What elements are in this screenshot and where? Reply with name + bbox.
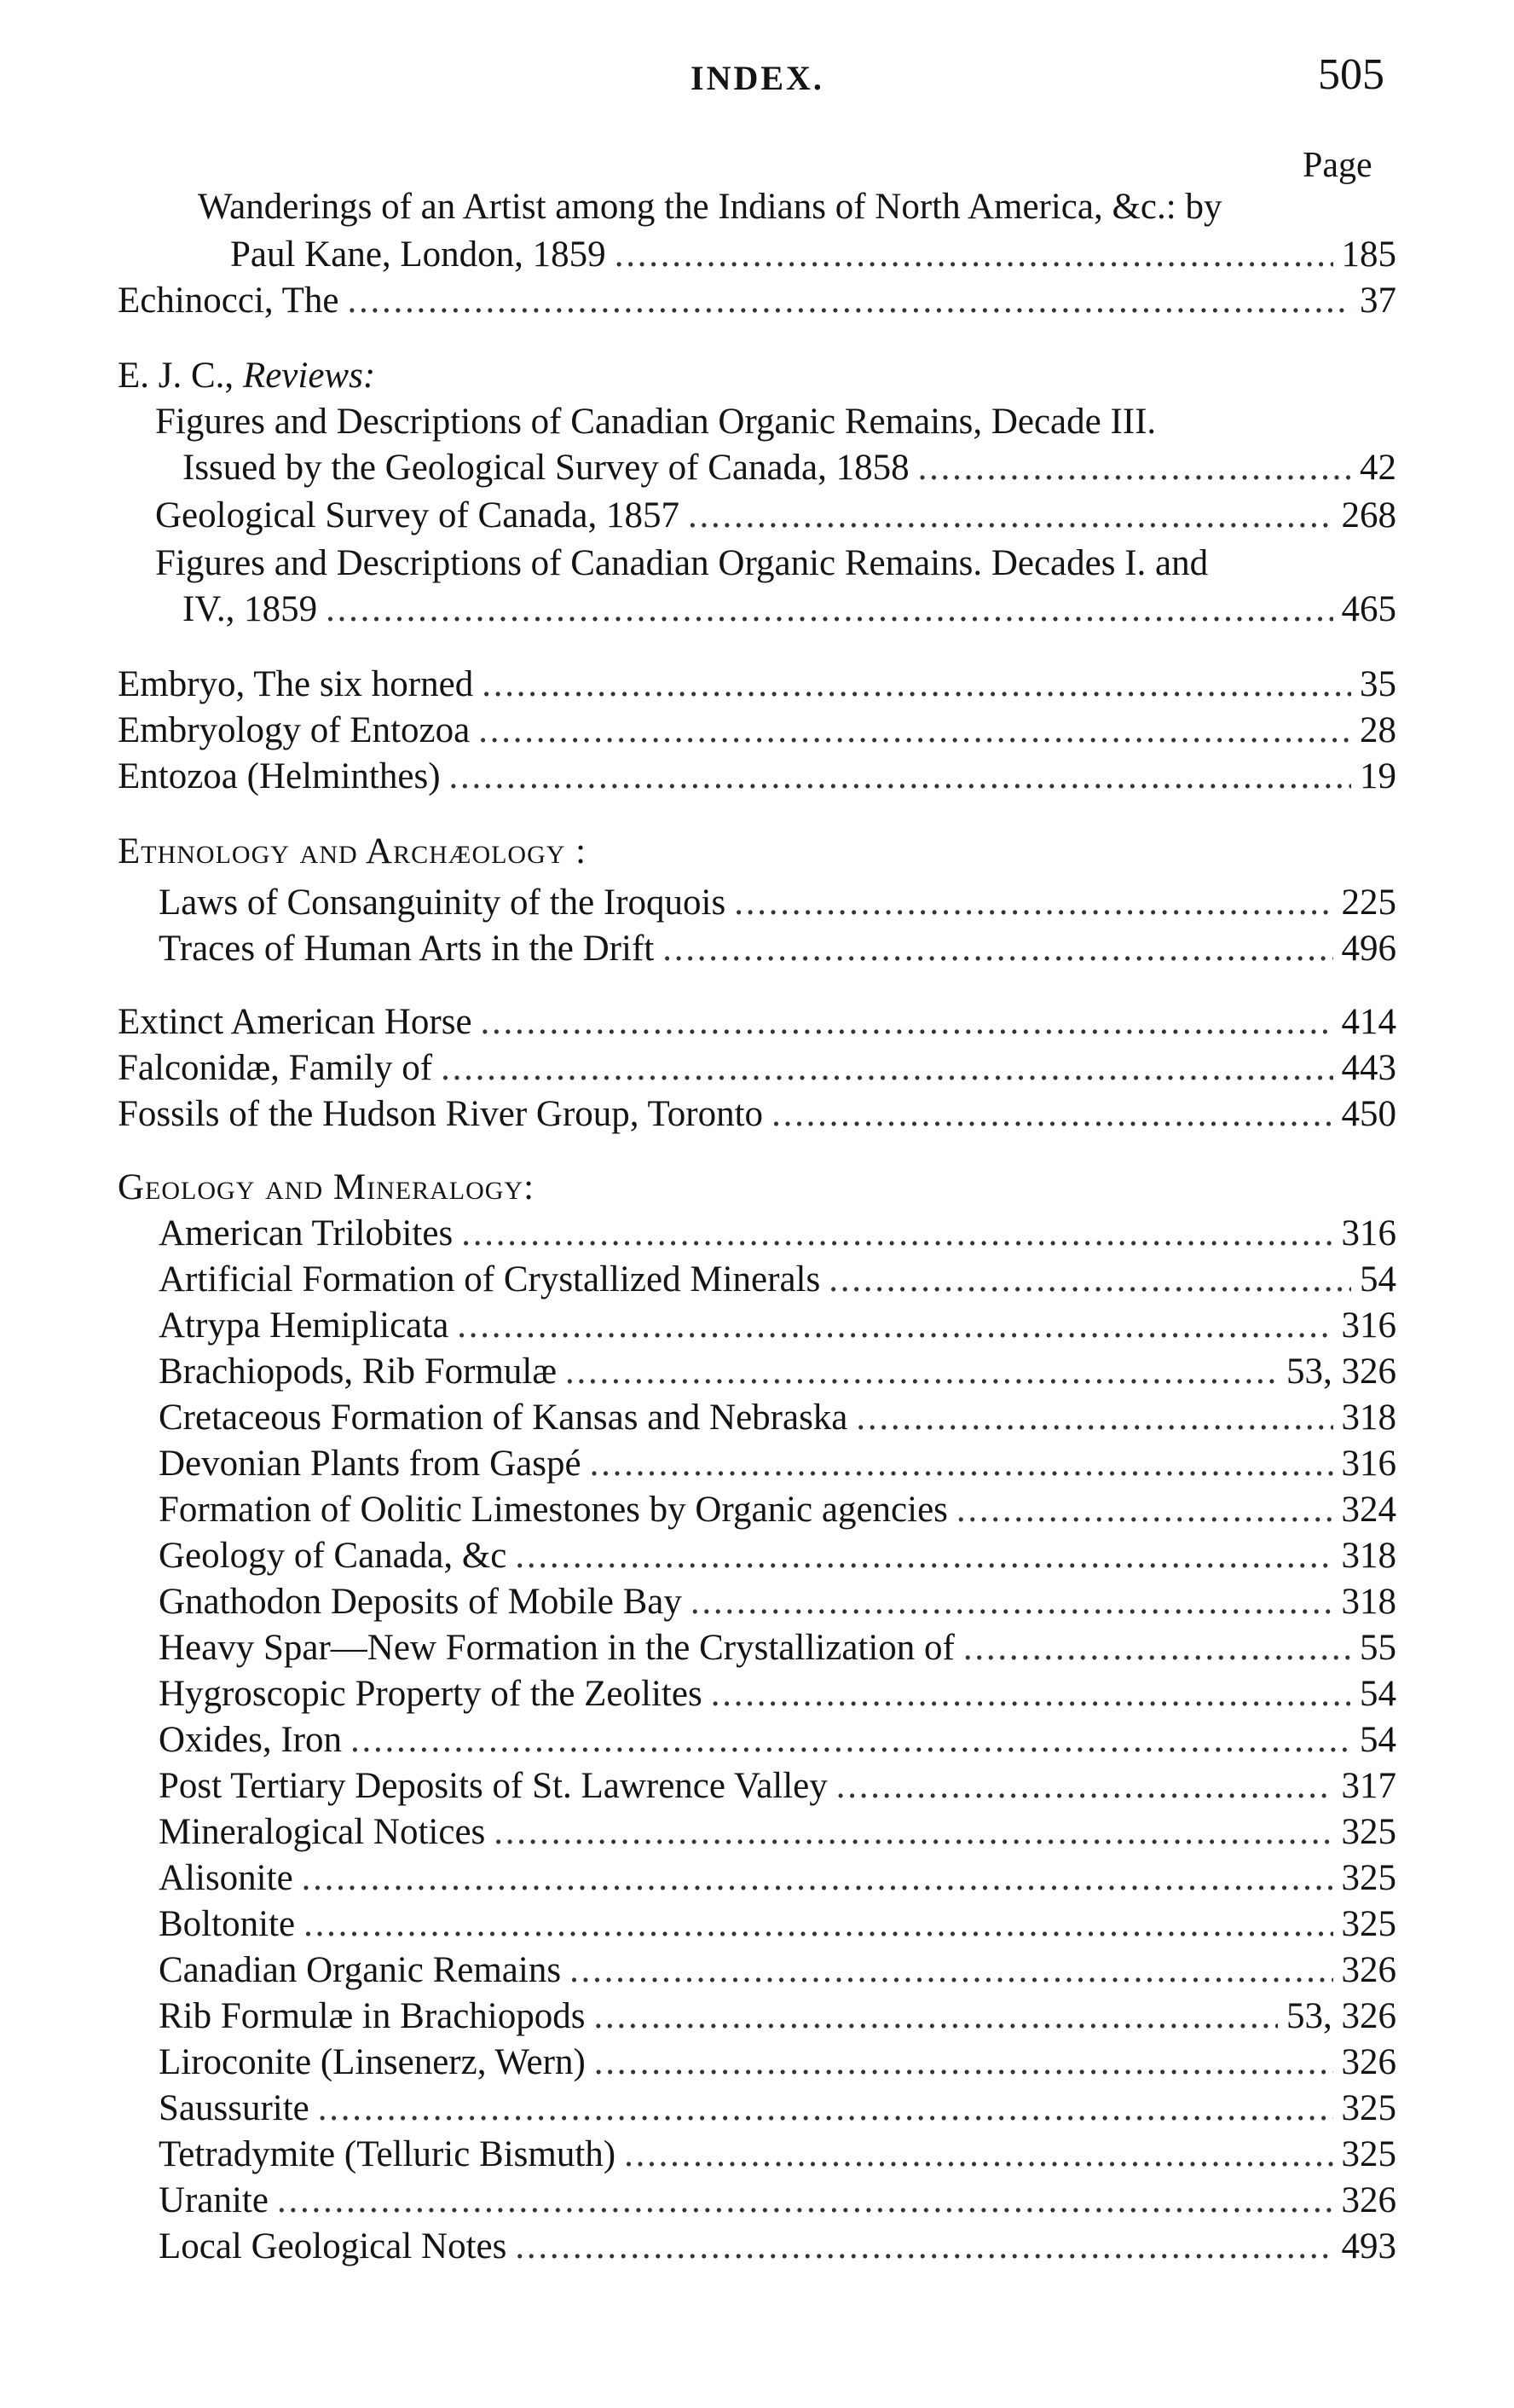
entry-title: Devonian Plants from Gaspé — [159, 1444, 581, 1484]
entry-page: 53, 326 — [1286, 1352, 1396, 1392]
dot-leader — [461, 1211, 1332, 1257]
dot-leader — [615, 232, 1333, 278]
entry-title: Falconidæ, Family of — [118, 1048, 433, 1088]
page-number: 505 — [1318, 50, 1384, 99]
entry-oolitic — [159, 1487, 1396, 1533]
entry-extinct-horse — [118, 999, 1396, 1045]
dot-leader — [963, 1625, 1351, 1671]
entry-fossils-hudson — [118, 1091, 1396, 1137]
entry-title: Hygroscopic Property of the Zeolites — [159, 1674, 702, 1714]
dot-leader — [482, 662, 1351, 708]
dot-leader — [662, 926, 1332, 972]
entry-title: Paul Kane, London, 1859 — [230, 234, 606, 275]
dot-leader — [918, 445, 1351, 491]
entry-page: 443 — [1341, 1048, 1396, 1088]
entry-page: 496 — [1341, 929, 1396, 969]
dot-leader — [478, 708, 1351, 754]
entry-page: 35 — [1360, 664, 1396, 704]
dot-leader — [481, 999, 1333, 1045]
entry-page: 325 — [1341, 1812, 1396, 1852]
dot-leader — [515, 2224, 1332, 2270]
entry-page: 316 — [1341, 1213, 1396, 1253]
entry-figures-iii-line1: Figures and Descriptions of Canadian Organic Remains, Decade III. — [155, 402, 1157, 442]
running-head: INDEX. — [691, 59, 824, 97]
dot-leader — [277, 2178, 1333, 2224]
entry-title: Embryology of Entozoa — [118, 710, 471, 750]
entry-post-tertiary — [159, 1763, 1396, 1809]
page-column-label: Page — [1303, 146, 1372, 185]
section-heading-ethnology: Ethnology and Archæology : — [118, 831, 587, 871]
entry-title: Extinct American Horse — [118, 1002, 472, 1042]
entry-figures-i-iv-line1: Figures and Descriptions of Canadian Organic Remains. Decades I. and — [155, 543, 1209, 583]
entry-page: 28 — [1360, 710, 1396, 750]
entry-liroconite — [159, 2040, 1396, 2086]
entry-title: IV., 1859 — [182, 589, 318, 629]
dot-leader — [691, 1579, 1333, 1625]
entry-title: Issued by the Geological Survey of Canada, 1858 — [182, 448, 910, 488]
entry-title: Canadian Organic Remains — [159, 1950, 562, 1990]
entry-devonian-plants — [159, 1441, 1396, 1487]
section-heading-geology: Geology and Mineralogy: — [118, 1167, 535, 1207]
entry-echinocci — [118, 278, 1396, 324]
dot-leader — [302, 1855, 1333, 1902]
entry-title: Heavy Spar—New Formation in the Crystallization of — [159, 1628, 955, 1668]
entry-wanderings-line1: Wanderings of an Artist among the Indians of North America, &c.: by — [198, 187, 1222, 227]
dot-leader — [594, 2040, 1333, 2086]
entry-ejc-heading — [118, 353, 375, 399]
entry-title: Artificial Formation of Crystallized Minerals — [159, 1259, 821, 1300]
entry-title: Boltonite — [159, 1904, 296, 1944]
entry-page: 493 — [1341, 2226, 1396, 2266]
entry-cretaceous — [159, 1395, 1396, 1441]
entry-canadian-organic-remains — [159, 1948, 1396, 1994]
entry-page: 54 — [1360, 1259, 1396, 1300]
entry-title: Geology of Canada, &c — [159, 1536, 507, 1576]
entry-page: 318 — [1341, 1582, 1396, 1622]
entry-american-trilobites — [159, 1211, 1396, 1257]
dot-leader — [326, 587, 1332, 633]
entry-oxides-iron — [159, 1717, 1396, 1763]
entry-page: 55 — [1360, 1628, 1396, 1668]
entry-title: Liroconite (Linsenerz, Wern) — [159, 2042, 586, 2082]
entry-page: 325 — [1341, 1858, 1396, 1898]
dot-leader — [829, 1257, 1351, 1303]
entry-hygroscopic — [159, 1671, 1396, 1717]
entry-page: 318 — [1341, 1536, 1396, 1576]
entry-title: Laws of Consanguinity of the Iroquois — [159, 883, 726, 923]
dot-leader — [856, 1395, 1332, 1441]
entry-title: Formation of Oolitic Limestones by Organic agencies — [159, 1490, 948, 1530]
entry-mineralogical-notices — [159, 1809, 1396, 1855]
entry-alisonite — [159, 1855, 1396, 1902]
entry-page: 268 — [1341, 495, 1396, 535]
entry-geology-canada — [159, 1533, 1396, 1579]
dot-leader — [449, 754, 1351, 800]
entry-figures-iii — [182, 445, 1396, 491]
entry-wanderings — [230, 232, 1396, 278]
entry-page: 324 — [1341, 1490, 1396, 1530]
entry-artificial-formation — [159, 1257, 1396, 1303]
entry-title: Oxides, Iron — [159, 1720, 342, 1760]
entry-title: Geological Survey of Canada, 1857 — [155, 495, 679, 535]
entry-page: 326 — [1341, 1950, 1396, 1990]
entry-page: 37 — [1360, 281, 1396, 321]
entry-uranite — [159, 2178, 1396, 2224]
entry-rib-formulae — [159, 1994, 1396, 2040]
entry-entozoa — [118, 754, 1396, 800]
dot-leader — [515, 1533, 1332, 1579]
entry-title: Tetradymite (Telluric Bismuth) — [159, 2134, 616, 2174]
entry-page: 316 — [1341, 1305, 1396, 1346]
dot-leader — [734, 880, 1332, 926]
dot-leader — [303, 1902, 1332, 1948]
entry-title: American Trilobites — [159, 1213, 454, 1253]
entry-page: 450 — [1341, 1094, 1396, 1134]
dot-leader — [350, 1717, 1351, 1763]
entry-page: 325 — [1341, 1904, 1396, 1944]
entry-page: 54 — [1360, 1674, 1396, 1714]
entry-page: 414 — [1341, 1002, 1396, 1042]
entry-title: Gnathodon Deposits of Mobile Bay — [159, 1582, 682, 1622]
dot-leader — [593, 1994, 1278, 2040]
heading-author: E. J. C., — [118, 356, 243, 396]
entry-figures-i-iv — [182, 587, 1396, 633]
entry-page: 53, 326 — [1286, 1996, 1396, 2036]
entry-title: Saussurite — [159, 2088, 309, 2128]
entry-boltonite — [159, 1902, 1396, 1948]
entry-page: 318 — [1341, 1398, 1396, 1438]
entry-gnathodon — [159, 1579, 1396, 1625]
entry-title: Cretaceous Formation of Kansas and Nebraska — [159, 1398, 848, 1438]
entry-page: 326 — [1341, 2042, 1396, 2082]
entry-embryo — [118, 662, 1396, 708]
dot-leader — [956, 1487, 1333, 1533]
dot-leader — [711, 1671, 1351, 1717]
entry-title: Local Geological Notes — [159, 2226, 507, 2266]
entry-title: Traces of Human Arts in the Drift — [159, 929, 655, 969]
entry-title: Echinocci, The — [118, 281, 339, 321]
entry-title: Embryo, The six horned — [118, 664, 474, 704]
entry-page: 325 — [1341, 2088, 1396, 2128]
entry-embryology — [118, 708, 1396, 754]
entry-page: 326 — [1341, 2180, 1396, 2220]
entry-title: Mineralogical Notices — [159, 1812, 486, 1852]
entry-local-geological-notes — [159, 2224, 1396, 2270]
heading-reviews: Reviews: — [242, 356, 376, 396]
entry-brachiopods — [159, 1349, 1396, 1395]
entry-tetradymite — [159, 2132, 1396, 2178]
entry-title: Fossils of the Hudson River Group, Toronto — [118, 1094, 764, 1134]
dot-leader — [565, 1349, 1278, 1395]
entry-title: Alisonite — [159, 1858, 293, 1898]
entry-title: Rib Formulæ in Brachiopods — [159, 1996, 586, 2036]
entry-page: 317 — [1341, 1766, 1396, 1806]
entry-page: 42 — [1360, 448, 1396, 488]
dot-leader — [836, 1763, 1333, 1809]
entry-atrypa — [159, 1303, 1396, 1349]
dot-leader — [348, 278, 1352, 324]
entry-title: Uranite — [159, 2180, 269, 2220]
dot-leader — [494, 1809, 1332, 1855]
entry-falconidae — [118, 1045, 1396, 1091]
entry-title: Entozoa (Helminthes) — [118, 756, 441, 796]
dot-leader — [771, 1091, 1332, 1137]
entry-page: 54 — [1360, 1720, 1396, 1760]
entry-page: 225 — [1341, 883, 1396, 923]
entry-title: Post Tertiary Deposits of St. Lawrence Valley — [159, 1766, 828, 1806]
entry-page: 465 — [1341, 589, 1396, 629]
entry-title: Atrypa Hemiplicata — [159, 1305, 449, 1346]
entry-title: Brachiopods, Rib Formulæ — [159, 1352, 558, 1392]
dot-leader — [441, 1045, 1332, 1091]
dot-leader — [624, 2132, 1332, 2178]
dot-leader — [688, 493, 1333, 539]
dot-leader — [569, 1948, 1332, 1994]
dot-leader — [457, 1303, 1332, 1349]
entry-geological-survey-1857 — [155, 493, 1396, 539]
entry-traces-human-arts — [159, 926, 1396, 972]
entry-heavy-spar — [159, 1625, 1396, 1671]
entry-saussurite — [159, 2086, 1396, 2132]
entry-page: 325 — [1341, 2134, 1396, 2174]
entry-page: 316 — [1341, 1444, 1396, 1484]
entry-page: 185 — [1341, 234, 1396, 275]
entry-consanguinity — [159, 880, 1396, 926]
entry-page: 19 — [1360, 756, 1396, 796]
dot-leader — [318, 2086, 1333, 2132]
dot-leader — [590, 1441, 1333, 1487]
